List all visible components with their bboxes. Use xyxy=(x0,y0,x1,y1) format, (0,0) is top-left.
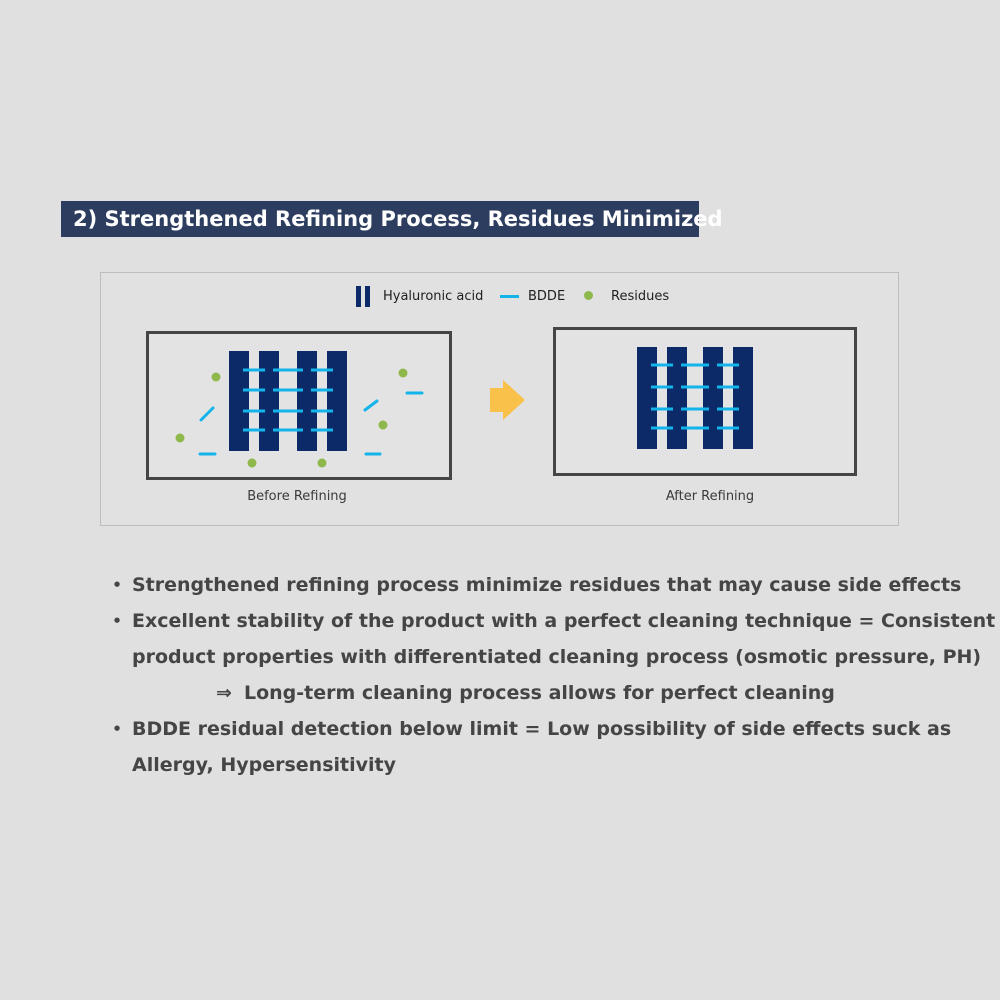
hyaluronic-acid-strand xyxy=(229,351,249,451)
hyaluronic-acid-strand xyxy=(733,347,753,449)
right-arrow-icon xyxy=(490,380,525,420)
hyaluronic-acid-strand xyxy=(327,351,347,451)
hyaluronic-acid-strand xyxy=(297,351,317,451)
diagram-drawing xyxy=(101,273,898,525)
bullet-item xyxy=(110,568,970,604)
residue-particle xyxy=(212,373,221,382)
bullet-item xyxy=(110,604,996,640)
after-molecules xyxy=(637,347,753,449)
before-molecules xyxy=(176,351,423,468)
bullet-text: Excellent stability of the product with a perfect cleaning technique = Consistent xyxy=(132,610,996,632)
residue-particle xyxy=(318,459,327,468)
residue-particle xyxy=(379,421,388,430)
legend-bdde-label: BDDE xyxy=(528,289,566,304)
bullet-text: Strengthened refining process minimize residues that may cause side effects xyxy=(132,574,962,596)
residue-particle xyxy=(176,434,185,443)
hyaluronic-acid-strand xyxy=(637,347,657,449)
bullet-text: BDDE residual detection below limit = Low possibility of side effects suck as xyxy=(132,718,952,740)
hyaluronic-acid-strand xyxy=(667,347,687,449)
refining-diagram xyxy=(100,272,899,526)
residue-particle xyxy=(248,459,257,468)
bullet-item xyxy=(110,712,970,748)
legend-residues-label: Residues xyxy=(611,289,670,304)
hyaluronic-acid-strand xyxy=(259,351,279,451)
bullet-continuation-text: Allergy, Hypersensitivity xyxy=(132,754,396,776)
free-bdde-molecule xyxy=(201,408,213,420)
sub-point xyxy=(110,676,970,712)
implies-arrow-icon: ⇒ xyxy=(216,682,232,704)
bullet-continuation-text: product properties with differentiated cleaning process (osmotic pressure, PH) xyxy=(132,646,982,668)
section-title: 2) Strengthened Refining Process, Residues Minimized xyxy=(61,201,699,237)
sub-point-text: Long-term cleaning process allows for perfect cleaning xyxy=(244,682,835,704)
hyaluronic-acid-strand xyxy=(703,347,723,449)
bullet-list xyxy=(110,568,996,784)
bullet-marker: • xyxy=(112,612,122,630)
bullet-marker: • xyxy=(112,576,122,594)
bullet-continuation xyxy=(110,748,970,784)
bullet-marker: • xyxy=(112,720,122,738)
residue-particle xyxy=(399,369,408,378)
free-bdde-molecule xyxy=(365,401,377,410)
legend-hyaluronic-acid-label: Hyaluronic acid xyxy=(383,289,484,304)
before-refining-caption: Before Refining xyxy=(247,489,347,504)
after-refining-caption: After Refining xyxy=(665,489,755,504)
bullet-continuation xyxy=(110,640,982,676)
